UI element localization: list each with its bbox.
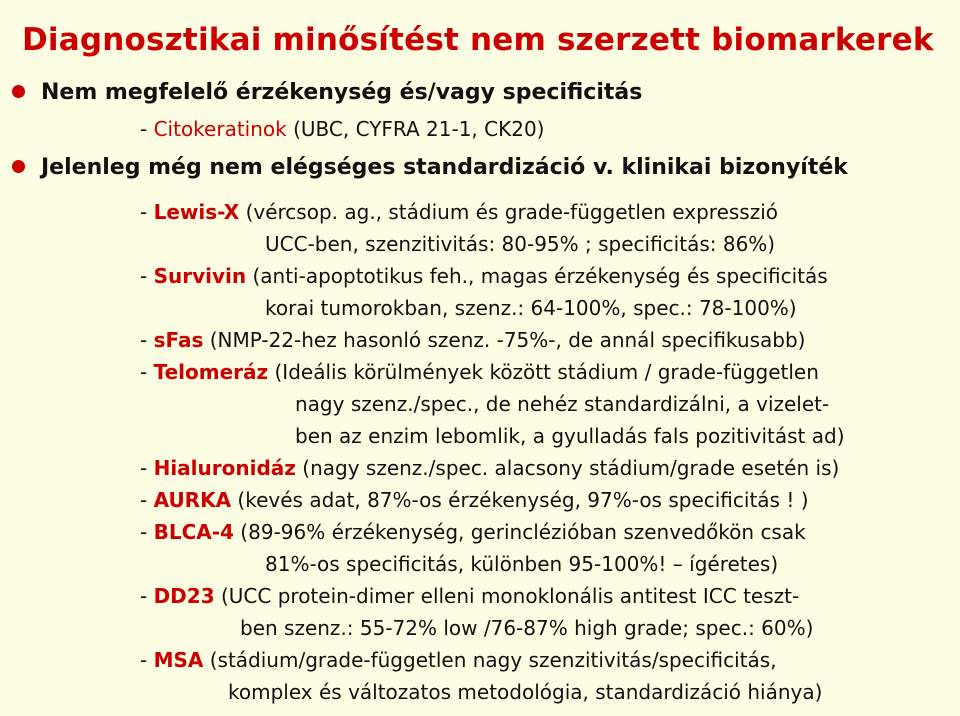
dash: - [140, 264, 154, 288]
dash: - [140, 360, 154, 384]
term-dd23: DD23 [153, 584, 215, 608]
term-citokeratinok: Citokeratinok [153, 117, 287, 141]
line-sfas [140, 328, 805, 352]
slide-title: Diagnosztikai minősítést nem szerzett biomarkerek [22, 22, 934, 58]
term-hialuronidaz: Hialuronidáz [153, 456, 296, 480]
line-text: (NMP-22-hez hasonló szenz. -75%-, de annál specifikusabb) [203, 328, 806, 352]
dash: - [140, 648, 154, 672]
dash: - [140, 488, 154, 512]
term-blca-4: BLCA-4 [153, 520, 234, 544]
bullet-2-text: Jelenleg még nem elégséges standardizáció v. klinikai bizonyíték [41, 155, 848, 180]
line-text: (stádium/grade-független nagy szenzitivitás/specificitás, [203, 648, 777, 672]
line-text: (anti-apoptotikus feh., magas érzékenység és specificitás [246, 264, 828, 288]
line-msa [140, 648, 777, 672]
dash: - [140, 456, 154, 480]
bullet-dot-icon [12, 160, 25, 173]
dash: - [140, 520, 154, 544]
line-survivin [140, 264, 828, 288]
line-telomeraz-cont-1: nagy szenz./spec., de nehéz standardizálni, a vizelet- [295, 392, 830, 416]
bullet-dot-icon [12, 85, 25, 98]
line-text: (UCC protein-dimer elleni monoklonális antitest ICC teszt- [214, 584, 800, 608]
bullet-2 [12, 155, 848, 180]
line-dd23-cont: ben szenz.: 55-72% low /76-87% high grade; spec.: 60%) [240, 616, 814, 640]
line-hialuronidaz [140, 456, 839, 480]
term-telomeraz: Telomeráz [153, 360, 269, 384]
line-telomeraz [140, 360, 819, 384]
term-aurka: AURKA [153, 488, 232, 512]
line-citokeratinok [140, 117, 544, 141]
line-text: (UBC, CYFRA 21-1, CK20) [286, 117, 545, 141]
line-telomeraz-cont-2: ben az enzim lebomlik, a gyulladás fals pozitivitást ad) [295, 424, 845, 448]
line-lewis-x [140, 200, 778, 224]
line-text: (kevés adat, 87%-os érzékenység, 97%-os specificitás ! ) [231, 488, 809, 512]
line-text: (89-96% érzékenység, gerinclézióban szenvedőkön csak [233, 520, 806, 544]
line-text: (nagy szenz./spec. alacsony stádium/grade esetén is) [295, 456, 840, 480]
term-lewis-x: Lewis-X [153, 200, 240, 224]
line-msa-cont: komplex és változatos metodológia, standardizáció hiánya) [228, 680, 823, 704]
line-blca-4-cont: 81%-os specificitás, különben 95-100%! – ígéretes) [265, 552, 779, 576]
bullet-1 [12, 80, 642, 105]
line-text: (Ideális körülmények között stádium / grade-független [268, 360, 819, 384]
line-survivin-cont: korai tumorokban, szenz.: 64-100%, spec.: 78-100%) [265, 296, 797, 320]
dash: - [140, 328, 154, 352]
dash: - [140, 117, 154, 141]
line-text: (vércsop. ag., stádium és grade-független expresszió [239, 200, 778, 224]
term-msa: MSA [153, 648, 204, 672]
dash: - [140, 584, 154, 608]
term-survivin: Survivin [153, 264, 247, 288]
line-blca-4 [140, 520, 806, 544]
dash: - [140, 200, 154, 224]
line-lewis-x-cont: UCC-ben, szenzitivitás: 80-95% ; specificitás: 86%) [265, 232, 776, 256]
line-aurka [140, 488, 809, 512]
bullet-1-text: Nem megfelelő érzékenység és/vagy specificitás [41, 80, 643, 105]
line-dd23 [140, 584, 799, 608]
term-sfas: sFas [153, 328, 204, 352]
